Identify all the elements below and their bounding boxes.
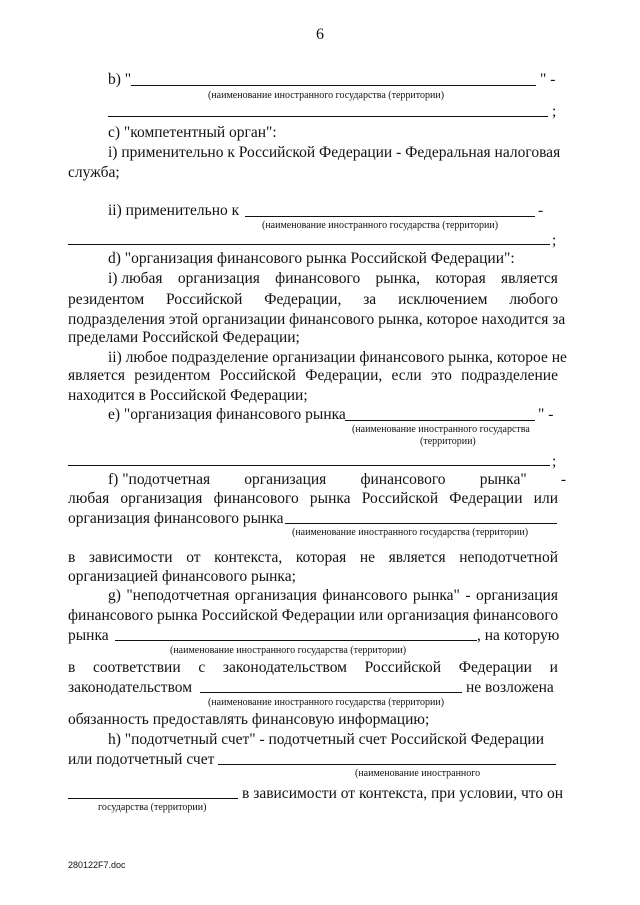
b-item-semicolon: ; xyxy=(552,103,557,120)
f-item-blank xyxy=(285,523,557,524)
g-item-line5-suffix: не возложена xyxy=(466,679,554,696)
word: резидентом xyxy=(134,367,211,384)
word: которая xyxy=(435,270,486,287)
word: неподотчетной xyxy=(459,549,558,566)
word: является xyxy=(500,270,558,287)
word: любого xyxy=(509,291,558,308)
word: - xyxy=(465,587,471,604)
e-item-blank xyxy=(345,420,535,421)
g-item-line1 xyxy=(108,586,558,606)
c-item-ii-prefix: ii) применительно к xyxy=(108,202,240,219)
g-item-line3-prefix: рынка xyxy=(68,627,109,644)
word: Федерации, xyxy=(264,291,342,308)
f-item-line1 xyxy=(108,470,566,490)
footer-file-code: 280122F7.doc xyxy=(68,860,126,870)
b-item-suffix: " - xyxy=(540,71,556,88)
word: организация xyxy=(244,471,327,488)
word: не xyxy=(359,549,376,566)
g-item-caption: (наименование иностранного государства (территории) xyxy=(170,645,407,656)
word: организация xyxy=(234,587,317,604)
d-item-i-line3: подразделения этой организации финансового рынка, которое находится за xyxy=(68,311,566,328)
e-item-suffix: " - xyxy=(538,406,554,423)
word: это xyxy=(430,367,452,384)
word: Российской xyxy=(364,659,442,676)
d-item-i-line1 xyxy=(108,269,558,289)
b-item-blank-2 xyxy=(108,116,548,117)
word: организация xyxy=(120,490,203,507)
word: и xyxy=(549,659,558,676)
e-item-blank-2 xyxy=(68,465,550,466)
word: Российской xyxy=(219,367,296,384)
word: любая xyxy=(68,490,110,507)
word: Федерации xyxy=(449,490,523,507)
e-item-prefix: e) "организация финансового рынка xyxy=(108,406,346,423)
word: f) "подотчетная xyxy=(108,471,211,488)
e-item-caption-l1: (наименование иностранного государства xyxy=(352,424,530,435)
word: законодательством xyxy=(222,659,347,676)
word: g) xyxy=(108,587,121,604)
word: организация xyxy=(177,270,260,287)
c-item-i-line1: i) применительно к Российской Федерации - Федеральная налоговая xyxy=(108,144,561,161)
c-item-ii-suffix: - xyxy=(538,202,544,219)
f-item-line3-prefix: организация финансового рынка xyxy=(68,510,284,527)
word: исключением xyxy=(398,291,488,308)
d-item-i-line4: пределами Российской Федерации; xyxy=(68,329,300,346)
f-item-line4 xyxy=(68,548,558,568)
word: финансового xyxy=(213,490,299,507)
f-item-caption: (наименование иностранного государства (территории) xyxy=(292,527,529,538)
word: Федерации, xyxy=(305,367,383,384)
h-item-line1: h) "подотчетный счет" - подотчетный счет Российской Федерации xyxy=(108,731,544,748)
g-item-blank-2 xyxy=(200,692,462,693)
word: является xyxy=(68,367,125,384)
g-item-blank xyxy=(115,640,477,641)
word: зависимости xyxy=(88,549,173,566)
h-item-line3-suffix: в зависимости от контекста, при условии, что он xyxy=(242,785,564,802)
c-item-ii-semicolon: ; xyxy=(552,232,557,249)
e-item-caption-l2: (территории) xyxy=(420,436,476,447)
word: соответствии xyxy=(93,659,181,676)
word: i) любая xyxy=(108,270,163,287)
word: рынка xyxy=(309,490,351,507)
h-item-caption-l2: государства (территории) xyxy=(98,802,207,813)
g-item-line4 xyxy=(68,658,558,678)
word: "неподотчетная xyxy=(126,587,230,604)
c-item-heading: c) "компетентный орган": xyxy=(108,124,277,141)
c-item-ii-blank xyxy=(245,216,535,217)
word: финансового xyxy=(275,270,361,287)
word: - xyxy=(560,471,566,488)
g-item-caption-2: (наименование иностранного государства (территории) xyxy=(208,697,445,708)
c-item-i-line2: служба; xyxy=(68,164,120,181)
h-item-line2-prefix: или подотчетный счет xyxy=(68,751,215,768)
word: в xyxy=(68,659,76,676)
word: подразделение xyxy=(461,367,558,384)
word: за xyxy=(363,291,377,308)
g-item-line6: обязанность предоставлять финансовую информацию; xyxy=(68,711,430,728)
word: контекста, xyxy=(214,549,283,566)
word: рынка" xyxy=(412,587,460,604)
d-item-i-line2 xyxy=(68,290,558,310)
word: рынка" xyxy=(479,471,527,488)
word: или xyxy=(533,490,558,507)
f-item-line2 xyxy=(68,489,558,509)
c-item-ii-caption: (наименование иностранного государства (территории) xyxy=(262,220,499,231)
g-item-line2: финансового рынка Российской Федерации или организация финансового xyxy=(68,607,559,624)
word: организация xyxy=(475,587,558,604)
word: финансового xyxy=(322,587,408,604)
d-item-ii-line3: находится в Российской Федерации; xyxy=(68,387,308,404)
word: от xyxy=(186,549,201,566)
b-item-prefix: b) " xyxy=(108,71,132,88)
g-item-line5-prefix: законодательством xyxy=(68,679,193,696)
word: Федерации xyxy=(458,659,532,676)
e-item-semicolon: ; xyxy=(552,453,557,470)
d-item-ii-line2 xyxy=(68,366,558,386)
word: если xyxy=(391,367,422,384)
c-item-ii-blank-2 xyxy=(68,244,550,245)
h-item-caption-l1: (наименование иностранного xyxy=(355,768,481,779)
h-item-blank-2 xyxy=(68,798,238,799)
page-number: 6 xyxy=(316,26,324,43)
word: Российской xyxy=(361,490,439,507)
b-item-caption: (наименование иностранного государства (территории) xyxy=(208,90,445,101)
word: в xyxy=(68,549,76,566)
word: финансового xyxy=(360,471,446,488)
d-item-heading: d) "организация финансового рынка Российской Федерации": xyxy=(108,250,515,267)
f-item-line5: организацией финансового рынка; xyxy=(68,568,296,585)
word: Российской xyxy=(166,291,243,308)
d-item-ii-line1: ii) любое подразделение организации финансового рынка, которое не xyxy=(108,349,567,366)
word: является xyxy=(388,549,446,566)
word: с xyxy=(198,659,206,676)
g-item-line3-suffix: , на которую xyxy=(477,627,560,644)
b-item-blank xyxy=(131,85,536,86)
word: которая xyxy=(295,549,347,566)
word: резидентом xyxy=(68,291,145,308)
h-item-blank xyxy=(218,764,556,765)
word: рынка, xyxy=(375,270,421,287)
